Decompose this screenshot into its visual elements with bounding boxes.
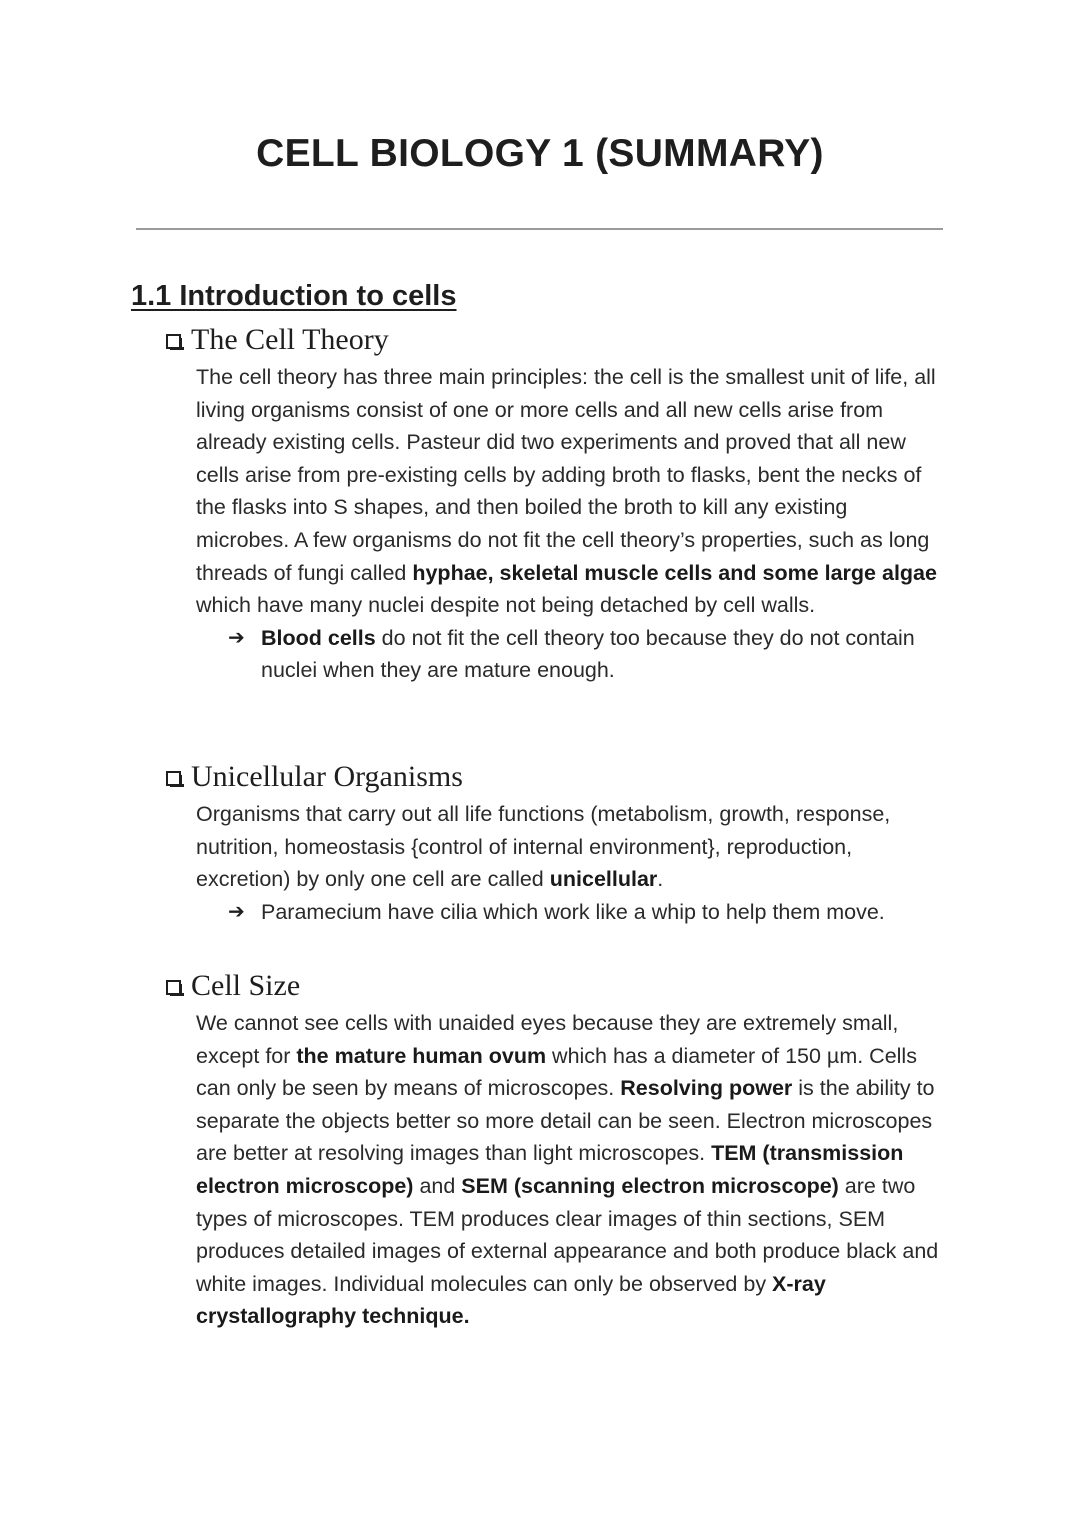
text-run: which has a diameter of 150 µm. Cells can only be seen by means of microscopes. <box>196 1043 917 1101</box>
subsection-unicellular <box>166 759 956 928</box>
text-run: are two types of microscopes. TEM produces clear images of thin sections, SEM produces detailed images of external appearance and both produce black and white images. Individual molecules can only be observed by <box>196 1173 939 1296</box>
bold-term: unicellular <box>549 867 658 892</box>
bullet-item <box>228 896 968 929</box>
checkbox-outline-icon <box>166 334 181 349</box>
subsection-heading-text: Unicellular Organisms <box>191 760 463 793</box>
document-title: CELL BIOLOGY 1 (SUMMARY) <box>256 132 824 175</box>
subsection-cell-theory <box>166 322 956 687</box>
text-run: We cannot see cells with unaided eyes because they are extremely small, except for <box>196 1011 899 1068</box>
bold-term: Resolving power <box>620 1076 793 1101</box>
title-divider <box>136 228 943 230</box>
section-heading: 1.1 Introduction to cells <box>131 280 457 312</box>
bold-term: TEM (transmission electron microscope) <box>196 1141 904 1198</box>
text-run: which have many nuclei despite not being detached by cell walls. <box>196 593 816 618</box>
subsection-cell-size <box>166 968 956 1333</box>
text-run: is the ability to separate the objects better so more detail can be seen. Electron microscopes are better at resolving images than light microscopes. <box>196 1076 935 1166</box>
bullet-text <box>261 622 948 687</box>
checkbox-outline-icon <box>166 980 181 995</box>
bullet-text: Paramecium have cilia which work like a whip to help them move. <box>261 899 885 924</box>
paragraph <box>196 361 941 622</box>
bold-term: X-ray crystallography technique. <box>196 1271 826 1329</box>
subsection-heading <box>166 759 956 795</box>
text-run: do not fit the cell theory too because they do not contain nuclei when they are mature enough. <box>261 625 915 683</box>
subsection-heading <box>166 322 956 358</box>
text-run: Organisms that carry out all life functions (metabolism, growth, response, nutrition, homeostasis {control of internal environment}, reproduction, excretion) by only one cell are called <box>196 802 891 892</box>
bold-term: Blood cells <box>261 625 376 650</box>
subsection-heading <box>166 968 956 1004</box>
paragraph <box>196 798 941 896</box>
bullet-item <box>228 622 948 687</box>
right-arrow-icon: ➔ <box>228 626 245 649</box>
bold-term: the mature human ovum <box>296 1043 547 1068</box>
subsection-heading-text: The Cell Theory <box>191 323 389 356</box>
paragraph <box>196 1007 941 1333</box>
right-arrow-icon: ➔ <box>228 900 245 923</box>
text-run: The cell theory has three main principles: the cell is the smallest unit of life, all living organisms consist of one or more cells and all new cells arise from already existing cells. Pasteur did two experiments and proved that all new cells arise from pre-existing cells by adding broth to flasks, bent the necks of the flasks into S shapes, and then boiled the broth to kill any existing microbes. A few organisms do not fit the cell theory’s properties, such as long threads of fungi called <box>196 365 936 585</box>
text-run: . <box>657 867 664 892</box>
text-run: and <box>413 1173 462 1198</box>
bold-term: SEM (scanning electron microscope) <box>461 1173 839 1198</box>
checkbox-outline-icon <box>166 771 181 786</box>
subsection-heading-text: Cell Size <box>191 969 301 1002</box>
bold-term: hyphae, skeletal muscle cells and some large algae <box>412 560 937 585</box>
